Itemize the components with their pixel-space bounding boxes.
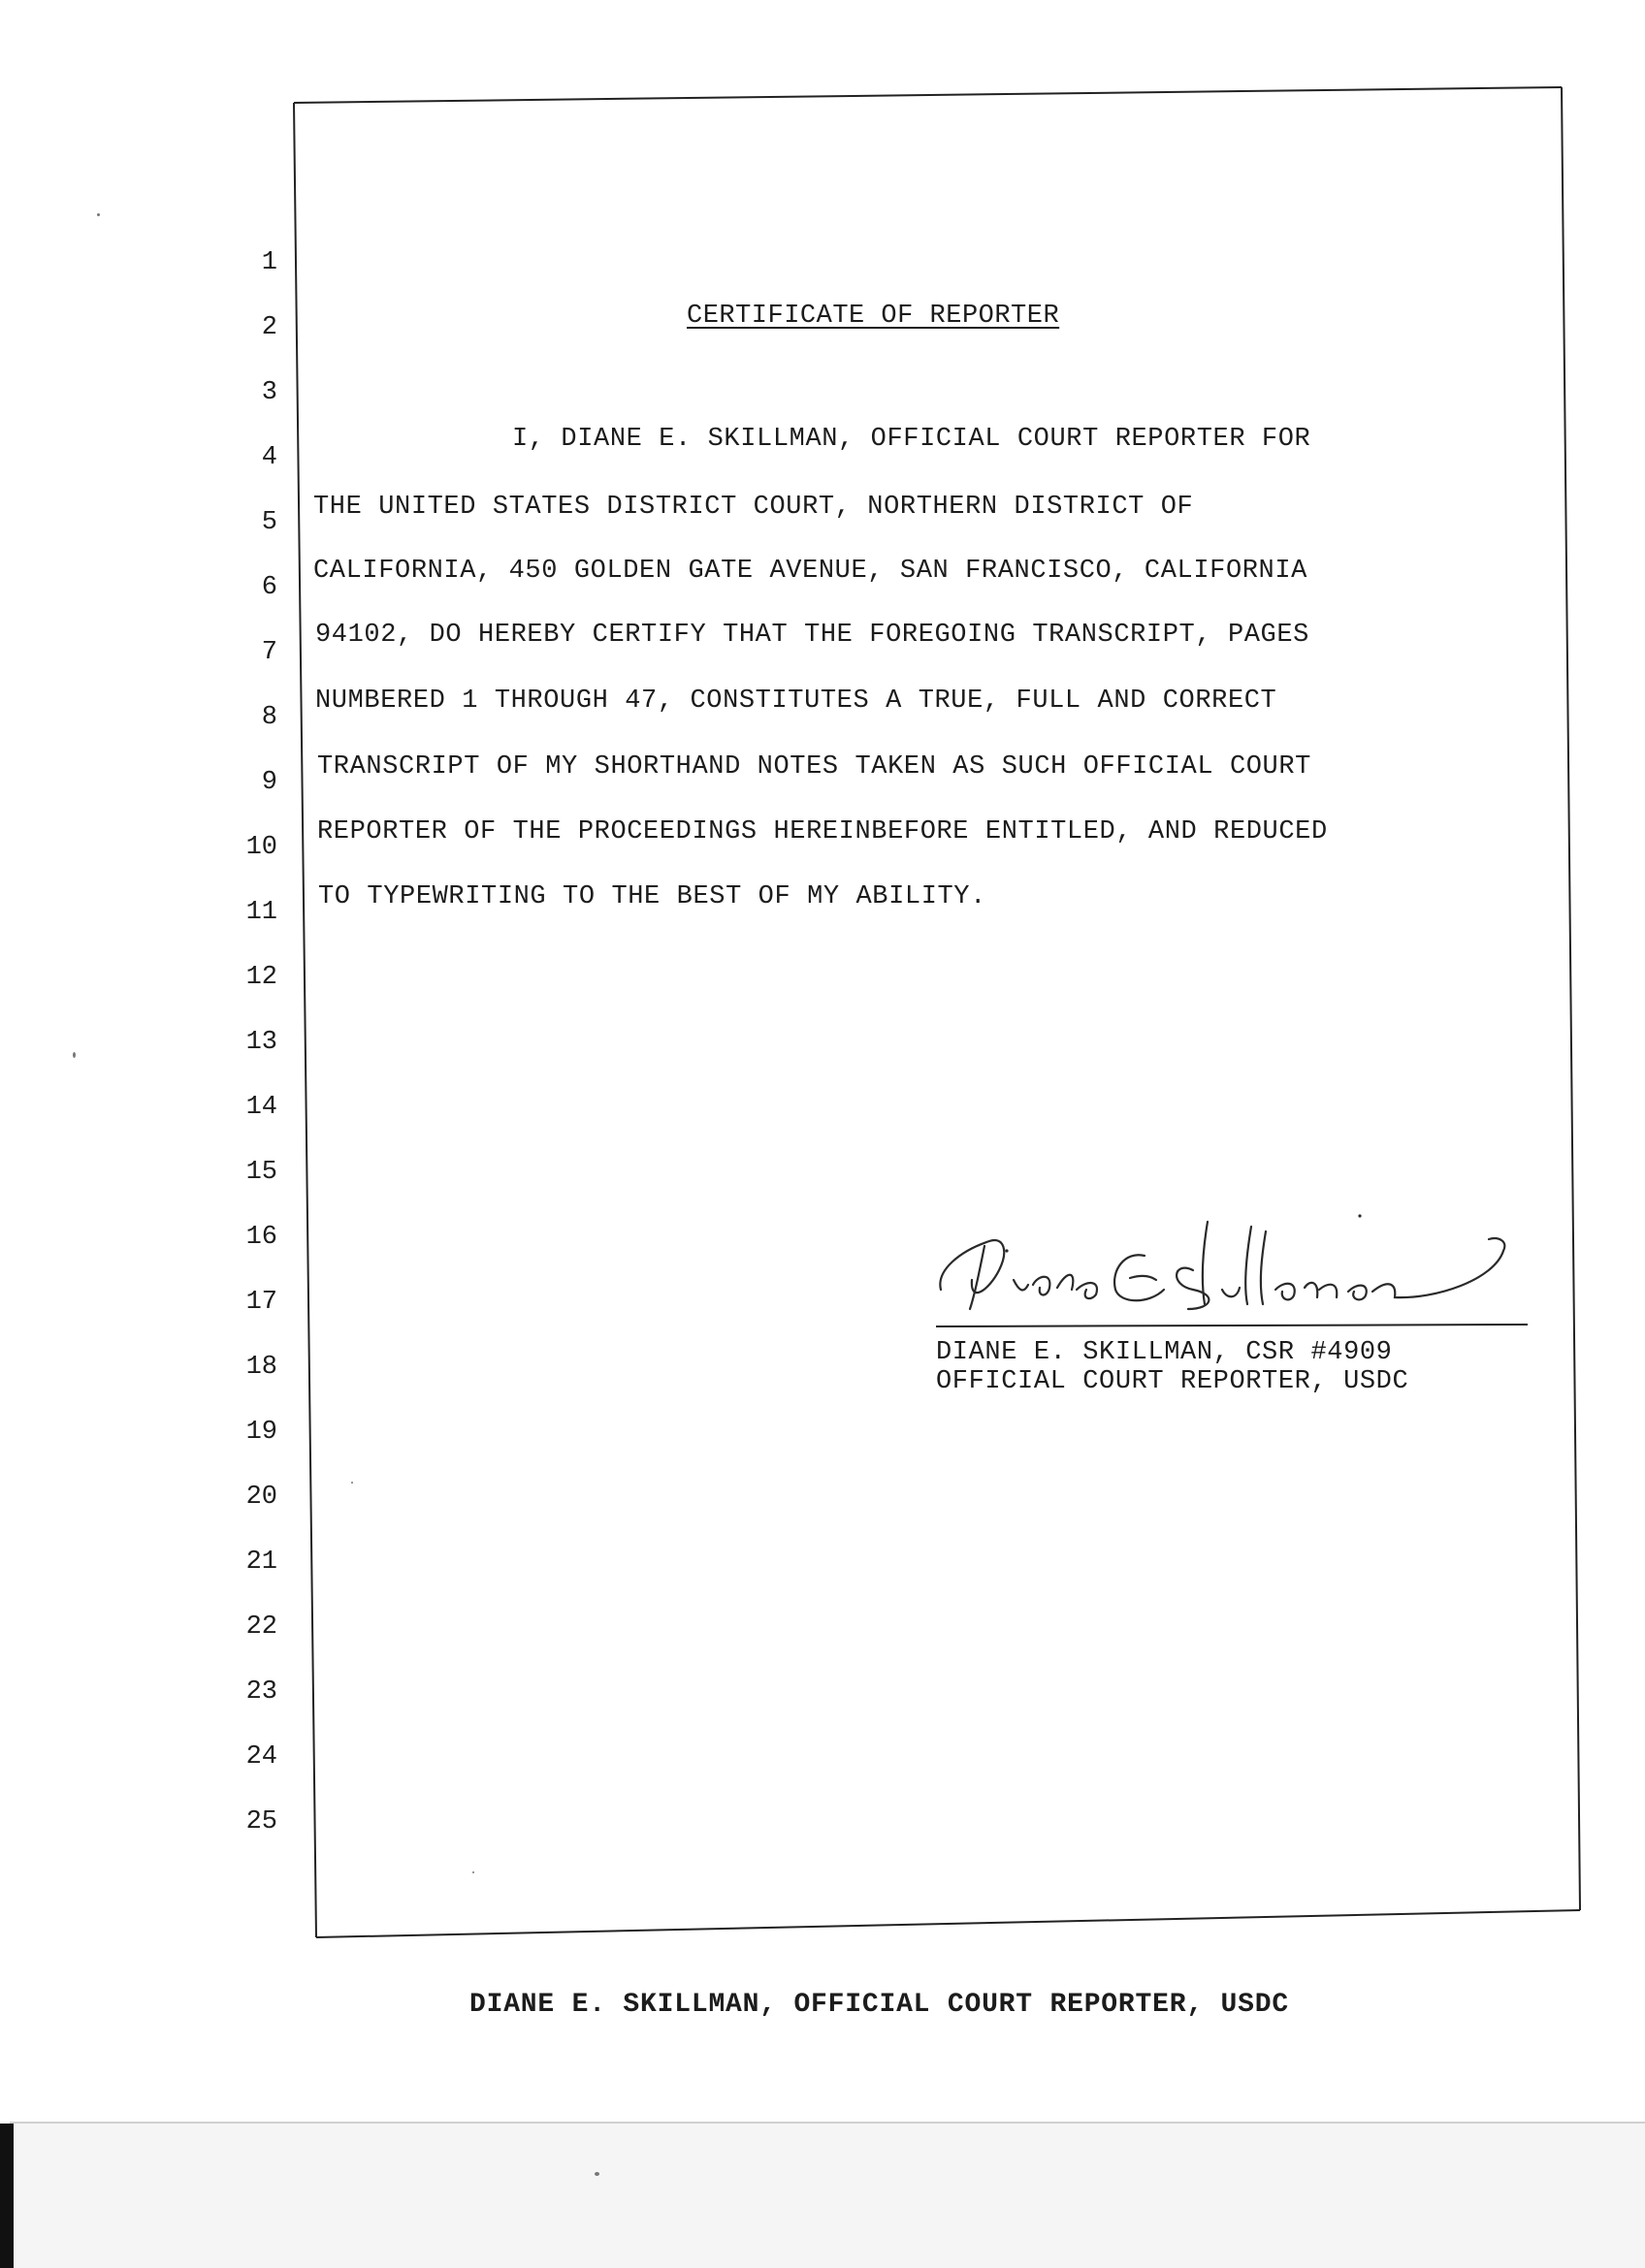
body-line: CALIFORNIA, 450 GOLDEN GATE AVENUE, SAN FRANCISCO, CALIFORNIA: [313, 557, 1307, 586]
line-number: 18: [245, 1353, 277, 1382]
scan-speck: [351, 1482, 353, 1484]
scan-speck: [73, 1052, 76, 1058]
line-number: 3: [261, 378, 277, 407]
body-line: NUMBERED 1 THROUGH 47, CONSTITUTES A TRUE, FULL AND CORRECT: [315, 687, 1277, 716]
line-number: 2: [261, 313, 277, 342]
body-line: TO TYPEWRITING TO THE BEST OF MY ABILITY.: [318, 882, 986, 911]
line-number: 14: [245, 1093, 277, 1122]
line-number: 17: [245, 1288, 277, 1317]
handwritten-signature: [931, 1212, 1532, 1338]
line-number: 20: [245, 1483, 277, 1512]
line-number: 19: [245, 1418, 277, 1447]
line-number: 16: [245, 1223, 277, 1252]
line-number: 21: [245, 1548, 277, 1577]
body-line: 94102, DO HEREBY CERTIFY THAT THE FOREGOING TRANSCRIPT, PAGES: [315, 621, 1309, 650]
line-number: 7: [261, 638, 277, 667]
line-number: 13: [245, 1028, 277, 1057]
line-number: 23: [245, 1677, 277, 1707]
scan-speck: [595, 2172, 599, 2176]
line-number: 25: [245, 1807, 277, 1837]
line-number: 8: [261, 703, 277, 732]
line-number: 24: [245, 1742, 277, 1772]
signature-name-line: DIANE E. SKILLMAN, CSR #4909: [936, 1338, 1393, 1367]
page-footer: DIANE E. SKILLMAN, OFFICIAL COURT REPORTER, USDC: [469, 1990, 1289, 2020]
line-number: 15: [245, 1158, 277, 1187]
body-line: THE UNITED STATES DISTRICT COURT, NORTHERN DISTRICT OF: [313, 493, 1194, 522]
line-number: 4: [261, 443, 277, 472]
line-number: 1: [261, 248, 277, 277]
line-number: 5: [261, 508, 277, 537]
line-number: 9: [261, 768, 277, 797]
scan-speck: [472, 1871, 474, 1873]
line-number: 11: [245, 898, 277, 927]
document-title: CERTIFICATE OF REPORTER: [687, 302, 1060, 331]
scan-speck: [97, 213, 100, 216]
body-line: REPORTER OF THE PROCEEDINGS HEREINBEFORE ENTITLED, AND REDUCED: [317, 817, 1328, 847]
line-number: 12: [245, 963, 277, 992]
line-number: 6: [261, 573, 277, 602]
body-line: I, DIANE E. SKILLMAN, OFFICIAL COURT REPORTER FOR: [512, 425, 1311, 454]
line-number: 22: [245, 1613, 277, 1642]
signature-title-line: OFFICIAL COURT REPORTER, USDC: [936, 1367, 1409, 1396]
line-number: 10: [245, 833, 277, 862]
body-line: TRANSCRIPT OF MY SHORTHAND NOTES TAKEN AS SUCH OFFICIAL COURT: [317, 752, 1311, 782]
